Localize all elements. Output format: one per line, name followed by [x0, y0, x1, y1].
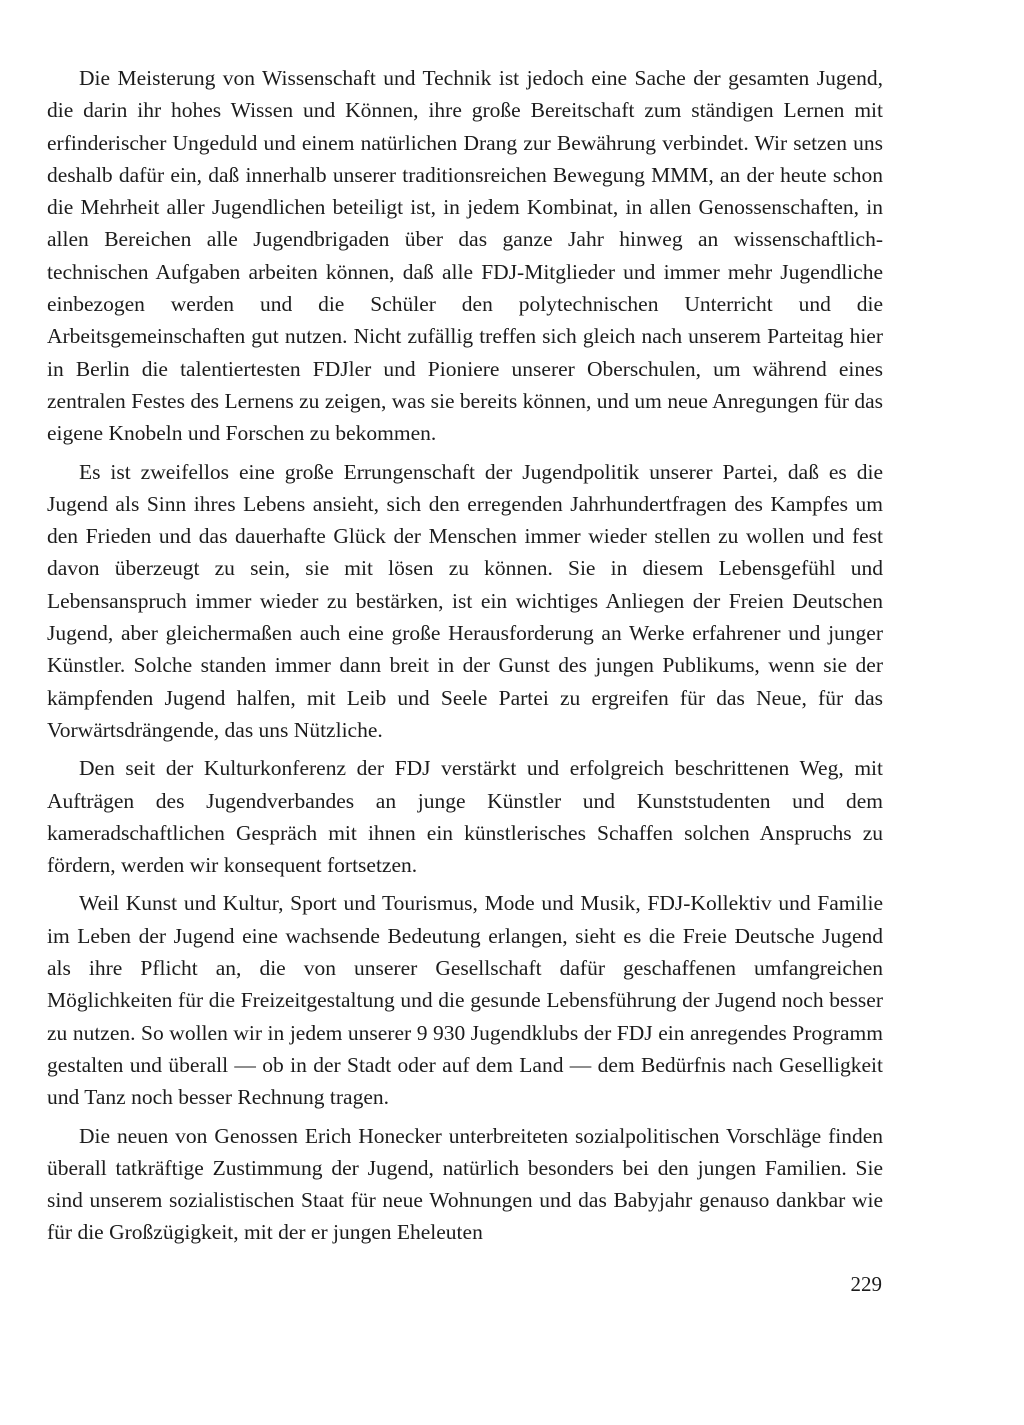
paragraph-1: Die Meisterung von Wissenschaft und Technik ist jedoch eine Sache der gesamten Jugend, die darin ihr hohes Wissen und Können, ihre große Bereitschaft zum ständigen Lernen mit erfinderischer Ungeduld und einem natürlichen Drang zur Bewährung verbindet. Wir setzen uns deshalb dafür ein, daß innerhalb unserer traditionsreichen Bewegung MMM, an der heute schon die Mehrheit aller Jugendlichen beteiligt ist, in jedem Kombinat, in allen Genossenschaften, in allen Bereichen alle Jugendbrigaden über das ganze Jahr hinweg an wissenschaftlich-technischen Aufgaben arbeiten können, daß alle FDJ-Mitglieder und immer mehr Jugendliche einbezogen werden und die Schüler den polytechnischen Unterricht und die Arbeitsgemeinschaften gut nutzen. Nicht zufällig treffen sich gleich nach unserem Parteitag hier in Berlin die talentiertesten FDJler und Pioniere unserer Oberschulen, um während eines zentralen Festes des Lernens zu zeigen, was sie bereits können, und um neue Anregungen für das eigene Knobeln und Forschen zu bekommen. [47, 66, 883, 446]
paragraph-4: Weil Kunst und Kultur, Sport und Tourismus, Mode und Musik, FDJ-Kollektiv und Familie im Leben der Jugend eine wachsende Bedeutung erlangen, sieht es die Freie Deutsche Jugend als ihre Pflicht an, die von unserer Gesellschaft dafür geschaffenen umfangreichen Möglichkeiten für die Freizeitgestaltung und die gesunde Lebensführung der Jugend noch besser zu nutzen. So wollen wir in jedem unserer 9 930 Jugendklubs der FDJ ein anregendes Programm gestalten und überall — ob in der Stadt oder auf dem Land — dem Bedürfnis nach Geselligkeit und Tanz noch besser Rechnung tragen. [47, 891, 883, 1110]
page-number: 229 [850, 1272, 882, 1296]
paragraph-2: Es ist zweifellos eine große Errungenschaft der Jugendpolitik unserer Partei, daß es die Jugend als Sinn ihres Lebens ansieht, sich den erregenden Jahrhundertfragen des Kampfes um den Frieden und das dauerhafte Glück der Menschen immer wieder stellen zu wollen und fest davon überzeugt zu sein, sie mit lösen zu können. Sie in diesem Lebensgefühl und Lebensanspruch immer wieder zu bestärken, ist ein wichtiges Anliegen der Freien Deutschen Jugend, aber gleichermaßen auch eine große Herausforderung an Werke erfahrener und junger Künstler. Solche standen immer dann breit in der Gunst des jungen Publikums, wenn sie der kämpfenden Jugend halfen, mit Leib und Seele Partei zu ergreifen für das Neue, für das Vorwärtsdrängende, das uns Nützliche. [47, 459, 883, 742]
page-body [47, 62, 883, 1255]
paragraph-5: Die neuen von Genossen Erich Honecker unterbreiteten sozialpolitischen Vorschläge finden überall tatkräftige Zustimmung der Jugend, natürlich besonders bei den jungen Familien. Sie sind unserem sozialistischen Staat für neue Wohnungen und das Babyjahr genauso dankbar wie für die Großzügigkeit, mit der er jungen Eheleuten [47, 1123, 883, 1245]
paragraph-3: Den seit der Kulturkonferenz der FDJ verstärkt und erfolgreich beschrittenen Weg, mit Aufträgen des Jugendverbandes an junge Künstler und Kunststudenten und dem kameradschaftlichen Gespräch mit ihnen ein künstlerisches Schaffen solchen Anspruchs zu fördern, werden wir konsequent fortsetzen. [47, 756, 883, 878]
